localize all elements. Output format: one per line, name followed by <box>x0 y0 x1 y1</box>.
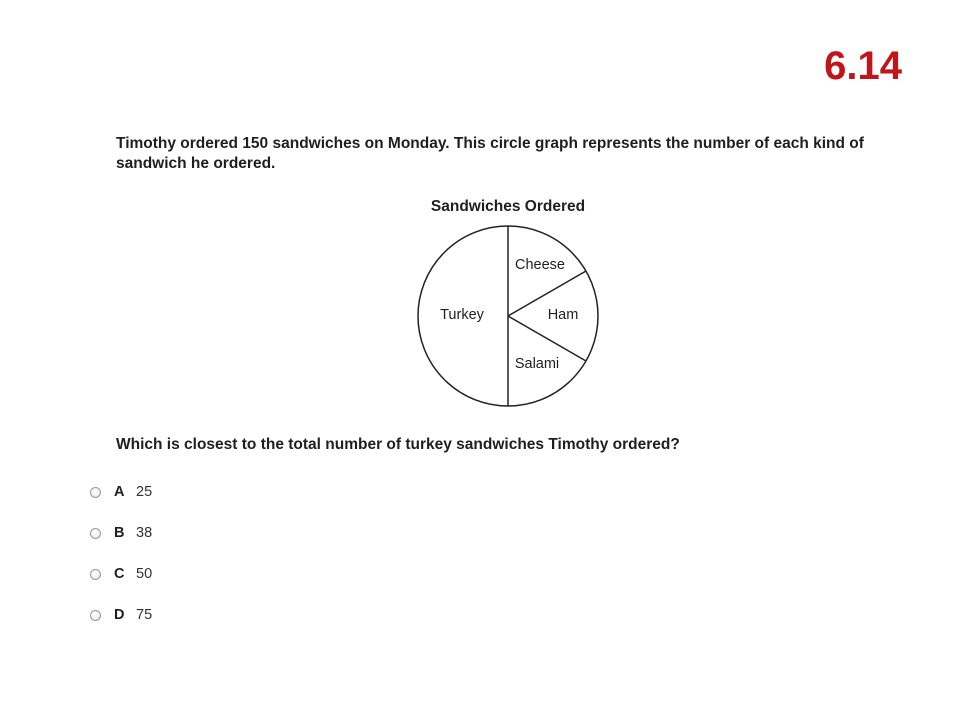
slide-number: 6.14 <box>824 44 902 88</box>
choice-letter: D <box>114 607 125 623</box>
choice-letter: A <box>114 484 125 500</box>
slice-label-turkey: Turkey <box>440 307 484 323</box>
choice-letter: B <box>114 525 125 541</box>
choice-value: 75 <box>136 607 153 623</box>
chart-title: Sandwiches Ordered <box>430 198 586 215</box>
choice-a[interactable] <box>90 482 152 502</box>
answer-choices <box>90 482 152 646</box>
radio-button-a[interactable] <box>90 487 101 498</box>
radio-button-d[interactable] <box>90 610 101 621</box>
choice-value: 25 <box>136 484 153 500</box>
question-prompt: Timothy ordered 150 sandwiches on Monday. This circle graph represents the number of each kind of sandwich he ordered. <box>116 135 864 172</box>
slice-label-salami: Salami <box>514 356 560 372</box>
choice-c[interactable] <box>90 564 152 584</box>
choice-d[interactable] <box>90 605 152 625</box>
radio-button-b[interactable] <box>90 528 101 539</box>
question-text: Which is closest to the total number of turkey sandwiches Timothy ordered? <box>116 436 680 453</box>
slice-label-ham: Ham <box>547 307 579 323</box>
choice-letter: C <box>114 566 125 582</box>
choice-value: 38 <box>136 525 153 541</box>
choice-value: 50 <box>136 566 153 582</box>
choice-b[interactable] <box>90 523 152 543</box>
radio-button-c[interactable] <box>90 569 101 580</box>
slice-label-cheese: Cheese <box>515 257 565 273</box>
